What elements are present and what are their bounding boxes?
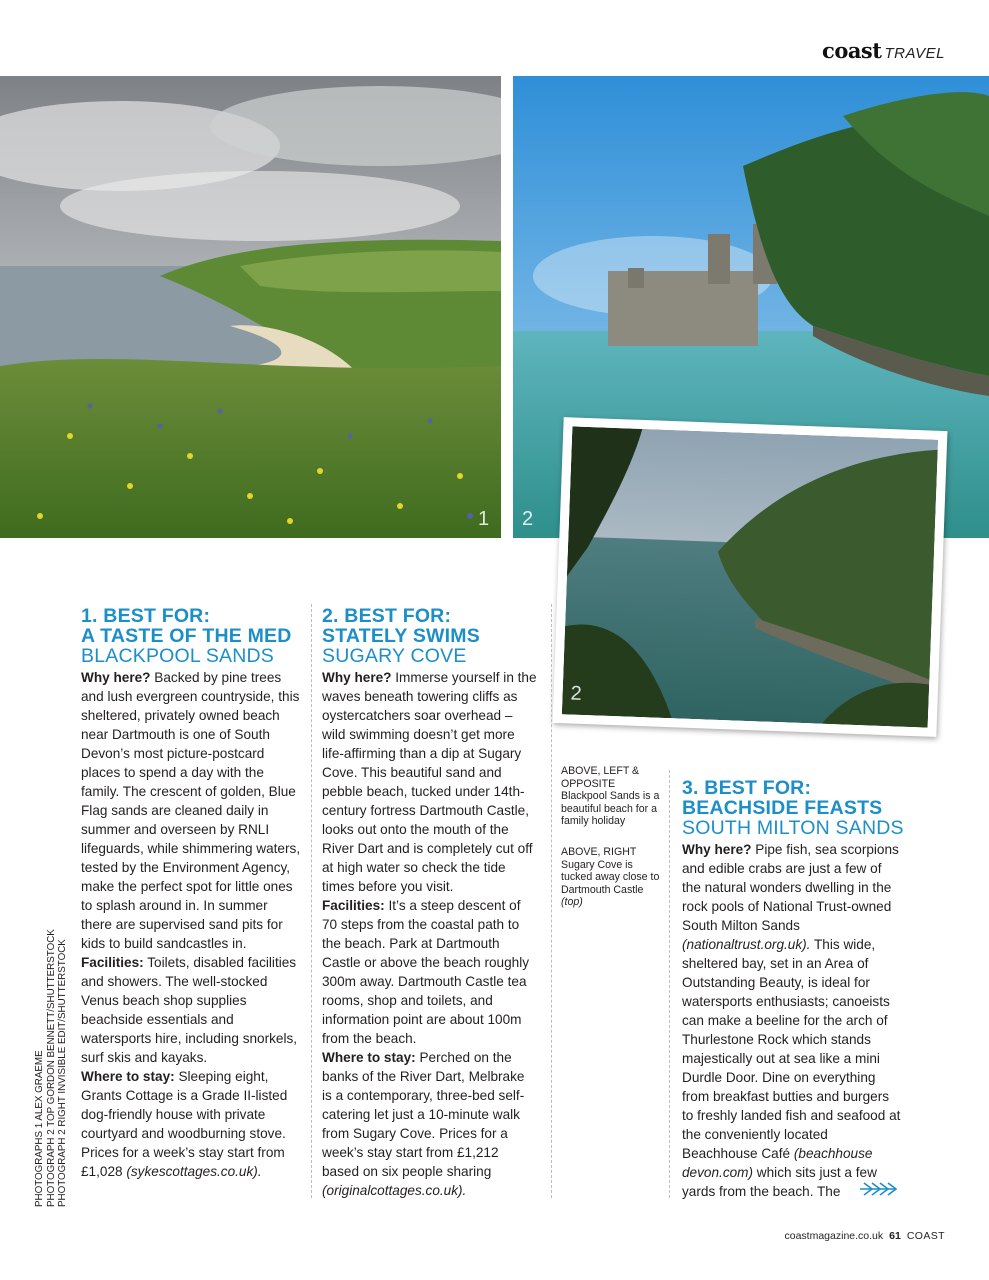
continue-arrow-icon [858,1181,900,1197]
caption-above-right [561,846,661,909]
where-to-stay-link[interactable]: (originalcottages.co.uk). [322,1183,467,1198]
article-heading-line2: STATELY SWIMS [322,625,480,647]
article-location: SOUTH MILTON SANDS [682,817,904,839]
credit-line-1: PHOTOGRAPHS 1 ALEX GRAEME [34,1050,45,1207]
sugary-cove-illustration [562,426,938,727]
masthead-brand: coast [822,38,882,63]
caption-suffix: (top) [561,896,583,908]
photo-blackpool-sands [0,76,501,538]
why-here-label: Why here? [682,842,752,857]
photo-number-3: 2 [570,682,583,705]
page-footer [785,1230,946,1242]
photo-number-2: 2 [522,508,534,530]
article-heading-line2: BEACHSIDE FEASTS [682,797,883,819]
footer-site: coastmagazine.co.uk [784,1230,884,1242]
article-heading-line1: 2. BEST FOR: [322,605,452,627]
facilities-label: Facilities: [81,955,144,970]
article-heading-line2: A TASTE OF THE MED [81,625,292,647]
why-here-text: Immerse yourself in the waves beneath towering cliffs as oystercatchers soar overhead – wild swimming doesn’t get more life-affirming than a dip at Sugary Cove. This beautiful sand and pebble beach, tucked under 14th-century fortress Dartmouth Castle, looks out onto the mouth of the River Dart and is completely cut off at high water so check the tide times before you visit. [322,670,537,894]
caption-title: ABOVE, LEFT & OPPOSITE [561,765,640,790]
why-here-text: Pipe fish, sea scorpions and edible crabs are just a few of the natural wonders dwelling in the rock pools of National Trust-owned South Milton Sands [682,842,899,933]
where-to-stay-link[interactable]: (sykescottages.co.uk). [126,1164,262,1179]
why-here-text-continued: This wide, sheltered bay, set in an Area of Outstanding Beauty, is ideal for watersports enthusiasts; canoeists can make a beeline for the arch of Thurlestone Rock which stands majestically out at sea like a mini Durdle Door. Dine on everything from breakfast butties and burgers to freshly landed fish and seafood at the conveniently located Beachhouse Café [682,937,901,1161]
where-to-stay-label: Where to stay: [322,1050,416,1065]
beachhouse-link[interactable]: (beachhouse devon.com) [682,1146,873,1180]
article-body [322,668,537,1200]
photo-sugary-cove [553,417,948,737]
caption-text: Sugary Cove is tucked away close to Dartmouth Castle [561,858,660,896]
facilities-text: It’s a steep descent of 70 steps from the coastal path to the beach. Park at Dartmouth Castle or above the beach roughly 300m away. Dartmouth Castle tea rooms, shop and toilets, and information point are about 100m from the beach. [322,898,530,1046]
where-to-stay-text: Sleeping eight, Grants Cottage is a Grade II-listed dog-friendly house with private courtyard and woodburning stove. Prices for a week’s stay start from £1,028 [81,1069,288,1179]
masthead [822,38,945,63]
where-to-stay-text: Perched on the banks of the River Dart, Melbrake is a contemporary, three-bed self-catering let just a 10-minute walk from Sugary Cove. Prices for a week’s stay start from £1,212 based on six people sharing [322,1050,525,1179]
caption-above-left [561,765,661,828]
column-divider-1 [311,604,312,1198]
why-here-label: Why here? [322,670,392,685]
caption-title: ABOVE, RIGHT [561,846,637,858]
credit-line-3: PHOTOGRAPH 2 RIGHT INVISIBLE EDIT/SHUTTERSTOCK [57,939,68,1207]
article-location: SUGARY COVE [322,645,467,667]
article-heading-line1: 3. BEST FOR: [682,777,812,799]
article-blackpool-sands [81,606,301,1181]
masthead-section: TRAVEL [884,45,945,62]
article-heading-line1: 1. BEST FOR: [81,605,211,627]
article-location: BLACKPOOL SANDS [81,645,275,667]
column-divider-2 [551,604,552,1198]
blackpool-sands-illustration [0,76,501,538]
footer-magazine: COAST [906,1230,945,1242]
facilities-text: Toilets, disabled facilities and showers. The well-stocked Venus beach shop supplies beachside essentials and watersports hire, including snorkels, surf skis and kayaks. [81,955,298,1065]
facilities-label: Facilities: [322,898,385,913]
photo-credits [34,927,69,1207]
page-number: 61 [889,1230,901,1242]
photo-sugary-cove-image [562,426,938,727]
where-to-stay-label: Where to stay: [81,1069,175,1084]
article-south-milton-sands [682,778,904,1201]
national-trust-link[interactable]: (nationaltrust.org.uk). [682,937,811,952]
why-here-label: Why here? [81,670,151,685]
photo-number-1: 1 [478,508,490,530]
credit-line-2: PHOTOGRAPH 2 TOP GORDON BENNETT/SHUTTERSTOCK [45,929,57,1207]
article-body [81,668,301,1181]
article-sugary-cove [322,606,537,1200]
why-here-text-end: which sits just a few yards from the beach. The [682,1165,877,1199]
article-body [682,840,904,1201]
column-divider-3 [669,770,670,1198]
caption-text: Blackpool Sands is a beautiful beach for a family holiday [561,790,660,827]
why-here-text: Backed by pine trees and lush evergreen countryside, this sheltered, privately owned beach near Dartmouth is one of South Devon’s most picture-postcard places to spend a day with the family. The crescent of golden, Blue Flag sands are cleaned daily in summer and overseen by RNLI lifeguards, while shimmering waters, tested by the Environment Agency, make the perfect spot for little ones to splash around in. In summer there are supervised sand pits for kids to build sandcastles in. [81,670,301,951]
